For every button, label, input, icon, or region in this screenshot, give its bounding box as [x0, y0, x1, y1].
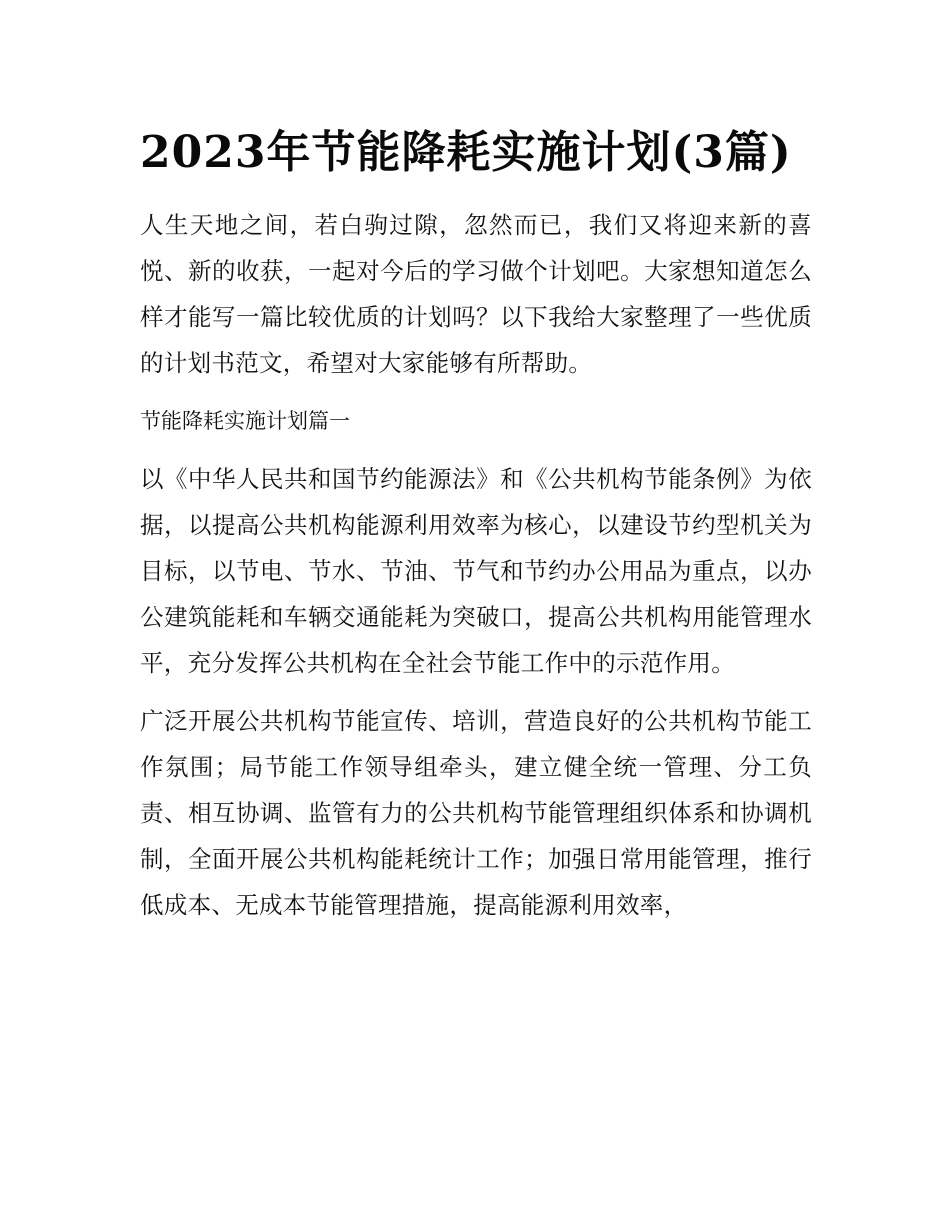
body-paragraph-2: 广泛开展公共机构节能宣传、培训，营造良好的公共机构节能工作氛围；局节能工作领导组牵头，建立健全统一管理、分工负责、相互协调、监管有力的公共机构节能管理组织体系和协调机制，全面开展公共机构能耗统计工作；加强日常用能管理，推行低成本、无成本节能管理措施，提高能源利用效率，: [140, 707, 812, 919]
section-heading: 节能降耗实施计划篇一: [140, 409, 350, 433]
document-body: [140, 116, 812, 940]
document-title: 2023年节能降耗实施计划(3篇): [140, 127, 792, 178]
body-paragraph-1: 以《中华人民共和国节约能源法》和《公共机构节能条例》为依据，以提高公共机构能源利用效率为核心，以建设节约型机关为目标，以节电、节水、节油、节气和节约办公用品为重点，以办公建筑能耗和车辆交通能耗为突破口，提高公共机构用能管理水平，充分发挥公共机构在全社会节能工作中的示范作用。: [140, 465, 812, 677]
intro-paragraph: 人生天地之间，若白驹过隙，忽然而已，我们又将迎来新的喜悦、新的收获，一起对今后的学习做个计划吧。大家想知道怎么样才能写一篇比较优质的计划吗？以下我给大家整理了一些优质的计划书范文，希望对大家能够有所帮助。: [140, 211, 812, 377]
